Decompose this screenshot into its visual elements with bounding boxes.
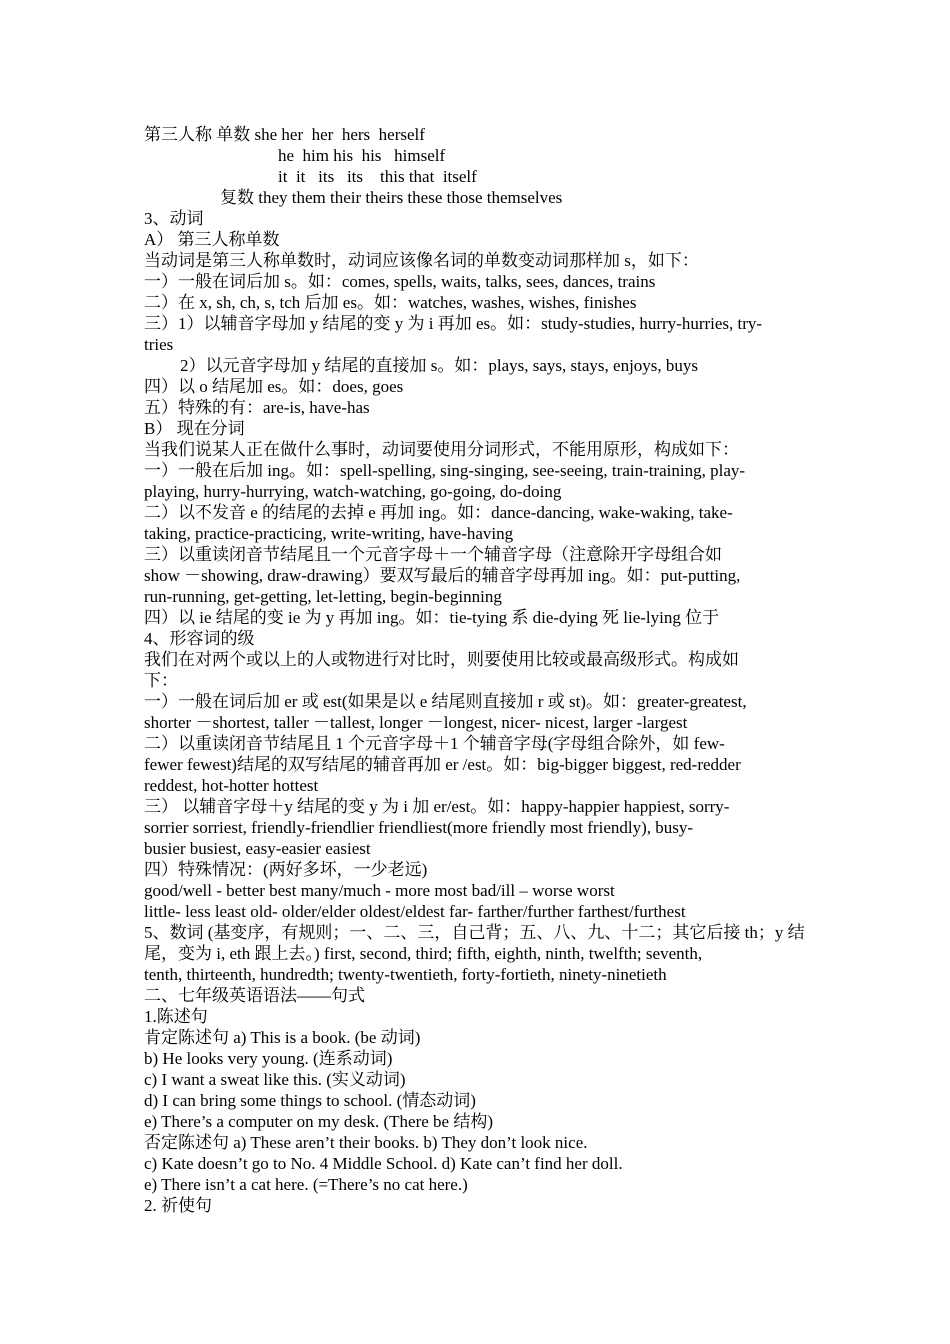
text-line: 当我们说某人正在做什么事时，动词要使用分词形式，不能用原形，构成如下： (144, 440, 739, 459)
text-line: 我们在对两个或以上的人或物进行对比时，则要使用比较或最高级形式。构成如 (144, 650, 739, 669)
document-body (144, 124, 814, 1216)
text-line: 当动词是第三人称单数时，动词应该像名词的单数变动词那样加 s，如下： (144, 251, 699, 270)
text-line: 复数 they them their theirs these those themselves (220, 188, 563, 207)
text-line: show －showing, draw-drawing）要双写最后的辅音字母再加 ing。如：put-putting, (144, 566, 741, 585)
text-line: 三）1）以辅音字母加 y 结尾的变 y 为 i 再加 es。如：study-studies, hurry-hurries, try- (144, 314, 763, 333)
text-line: 一）一般在词后加 s。如：comes, spells, waits, talks, sees, dances, trains (144, 272, 656, 291)
text-line: 1.陈述句 (144, 1007, 208, 1026)
text-line: d) I can bring some things to school. (情态动词) (144, 1091, 476, 1110)
text-line: 第三人称 单数 she her her hers herself (144, 125, 425, 144)
text-line: A） 第三人称单数 (144, 230, 280, 249)
text-line: run-running, get-getting, let-letting, begin-beginning (144, 587, 502, 606)
text-line: 5、数词 (基变序，有规则；一、二、三，自己背；五、八、九、十二；其它后接 th；y 结 (144, 923, 805, 942)
text-line: it it its its this that itself (278, 167, 477, 186)
text-line: 一）一般在词后加 er 或 est(如果是以 e 结尾则直接加 r 或 st)。如：greater-greatest, (144, 692, 747, 711)
text-line: tenth, thirteenth, hundredth; twenty-twentieth, forty-fortieth, ninety-ninetieth (144, 965, 667, 984)
text-line: playing, hurry-hurrying, watch-watching, go-going, do-doing (144, 482, 562, 501)
text-line: 三）以重读闭音节结尾且一个元音字母＋一个辅音字母（注意除开字母组合如 (144, 545, 722, 564)
text-line: e) There’s a computer on my desk. (There be 结构) (144, 1112, 494, 1131)
text-line: tries (144, 335, 174, 354)
text-line: 否定陈述句 a) These aren’t their books. b) They don’t look nice. (144, 1133, 588, 1152)
text-line: 尾，变为 i, eth 跟上去。) first, second, third; fifth, eighth, ninth, twelfth; seventh, (144, 944, 703, 963)
text-line: reddest, hot-hotter hottest (144, 776, 319, 795)
text-line: 二、七年级英语语法——句式 (144, 986, 365, 1005)
text-line: 二）在 x, sh, ch, s, tch 后加 es。如：watches, washes, wishes, finishes (144, 293, 637, 312)
text-line: 下： (144, 671, 178, 690)
text-line: 3、动词 (144, 209, 204, 228)
text-line: c) I want a sweat like this. (实义动词) (144, 1070, 406, 1089)
text-line: 4、形容词的级 (144, 629, 255, 648)
text-line: 2. 祈使句 (144, 1196, 212, 1215)
text-line: good/well - better best many/much - more most bad/ill – worse worst (144, 881, 615, 900)
text-line: sorrier sorriest, friendly-friendlier friendliest(more friendly most friendly), busy- (144, 818, 694, 837)
text-line: 四）以 ie 结尾的变 ie 为 y 再加 ing。如：tie-tying 系 die-dying 死 lie-lying 位于 (144, 608, 720, 627)
text-line: shorter －shortest, taller －tallest, longer －longest, nicer- nicest, larger -largest (144, 713, 688, 732)
text-line: 四）特殊情况：(两好多坏，一少老远) (144, 860, 428, 879)
text-line: e) There isn’t a cat here. (=There’s no cat here.) (144, 1175, 468, 1194)
text-line: 四）以 o 结尾加 es。如：does, goes (144, 377, 404, 396)
text-line: B） 现在分词 (144, 419, 245, 438)
text-line: 二）以不发音 e 的结尾的去掉 e 再加 ing。如：dance-dancing, wake-waking, take- (144, 503, 733, 522)
text-line: busier busiest, easy-easier easiest (144, 839, 371, 858)
text-line: 一）一般在后加 ing。如：spell-spelling, sing-singing, see-seeing, train-training, play- (144, 461, 746, 480)
text-line: taking, practice-practicing, write-writing, have-having (144, 524, 514, 543)
text-line: he him his his himself (278, 146, 446, 165)
text-line: 三） 以辅音字母＋y 结尾的变 y 为 i 加 er/est。如：happy-happier happiest, sorry- (144, 797, 730, 816)
text-line: 二）以重读闭音节结尾且 1 个元音字母＋1 个辅音字母(字母组合除外，如 few- (144, 734, 725, 753)
text-line: b) He looks very young. (连系动词) (144, 1049, 393, 1068)
text-line: c) Kate doesn’t go to No. 4 Middle School. d) Kate can’t find her doll. (144, 1154, 623, 1173)
text-line: 肯定陈述句 a) This is a book. (be 动词) (144, 1028, 421, 1047)
text-line: 五）特殊的有：are-is, have-has (144, 398, 370, 417)
text-line: little- less least old- older/elder oldest/eldest far- farther/further farthest/furthest (144, 902, 686, 921)
text-line: fewer fewest)结尾的双写结尾的辅音再加 er /est。如：big-bigger biggest, red-redder (144, 755, 741, 774)
text-line: 2）以元音字母加 y 结尾的直接加 s。如：plays, says, stays, enjoys, buys (180, 356, 699, 375)
